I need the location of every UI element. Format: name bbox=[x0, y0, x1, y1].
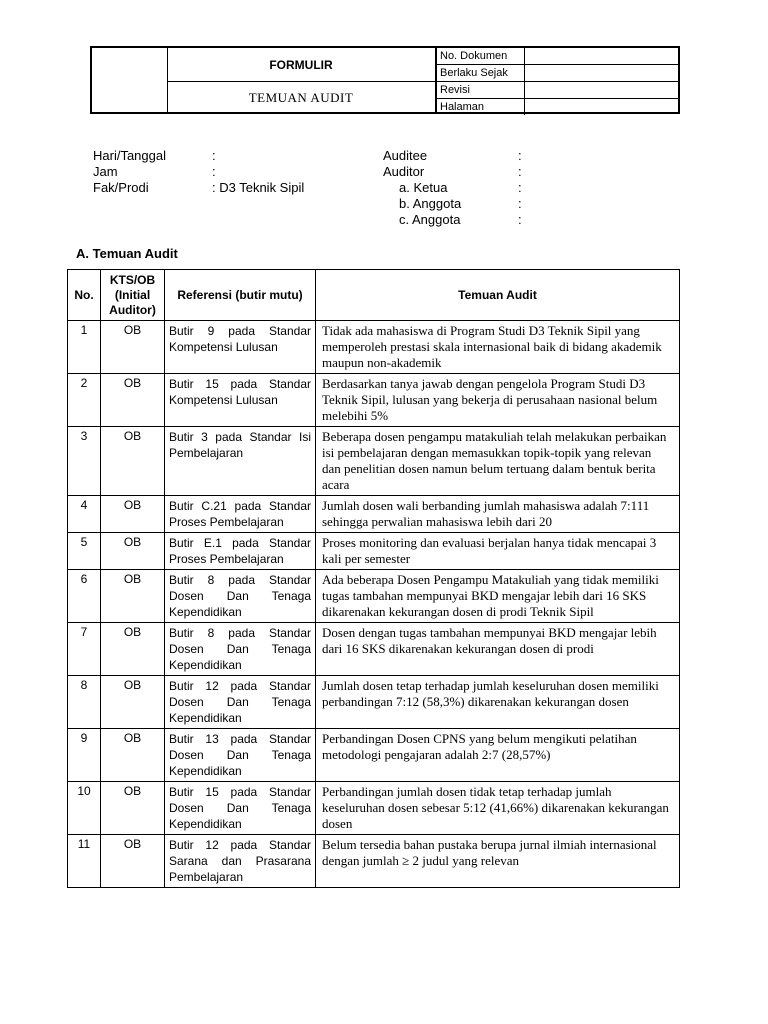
anggota-b-value: : bbox=[518, 196, 522, 211]
ketua-value: : bbox=[518, 180, 522, 195]
header-no: No. bbox=[68, 270, 101, 321]
logo-cell bbox=[92, 48, 168, 112]
auditee-label: Auditee bbox=[383, 148, 428, 163]
field-row bbox=[437, 48, 678, 65]
row-kts: OB bbox=[101, 570, 165, 623]
row-kts: OB bbox=[101, 623, 165, 676]
row-kts: OB bbox=[101, 676, 165, 729]
form-header bbox=[90, 46, 680, 114]
anggota-c-value: : bbox=[518, 212, 522, 227]
row-number: 3 bbox=[68, 427, 101, 496]
row-number: 4 bbox=[68, 496, 101, 533]
row-number: 5 bbox=[68, 533, 101, 570]
hari-label: Hari/Tanggal bbox=[93, 148, 166, 163]
ketua-label: a. Ketua bbox=[399, 180, 448, 195]
anggota-b-label: b. Anggota bbox=[399, 196, 462, 211]
table-row bbox=[68, 835, 680, 888]
row-number: 9 bbox=[68, 729, 101, 782]
row-number: 1 bbox=[68, 321, 101, 374]
table-row bbox=[68, 623, 680, 676]
table-row bbox=[68, 570, 680, 623]
table-row bbox=[68, 374, 680, 427]
field-value bbox=[525, 48, 678, 64]
header-referensi: Referensi (butir mutu) bbox=[165, 270, 316, 321]
form-title: TEMUAN AUDIT bbox=[248, 90, 354, 105]
auditor-value: : bbox=[518, 164, 522, 179]
table-row bbox=[68, 676, 680, 729]
row-referensi: Butir C.21 pada Standar Proses Pembelajaran bbox=[165, 496, 316, 533]
row-referensi: Butir 9 pada Standar Kompetensi Lulusan bbox=[165, 321, 316, 374]
auditor-label: Auditor bbox=[383, 164, 425, 179]
row-temuan: Tidak ada mahasiswa di Program Studi D3 Teknik Sipil yang memperoleh prestasi skala internasional baik di bidang akademik maupun non-akademik bbox=[316, 321, 680, 374]
auditee-value: : bbox=[518, 148, 522, 163]
header-kts: KTS/OB (Initial Auditor) bbox=[101, 270, 165, 321]
field-label: Berlaku Sejak bbox=[437, 65, 525, 81]
row-temuan: Perbandingan jumlah dosen tidak tetap terhadap jumlah keseluruhan dosen sebesar 5:12 (41,66%) dikarenakan kekurangan dosen bbox=[316, 782, 680, 835]
row-kts: OB bbox=[101, 729, 165, 782]
row-temuan: Beberapa dosen pengampu matakuliah telah melakukan perbaikan isi pembelajaran dengan memasukkan topik-topik yang relevan dan penelitian dosen namun belum tertuang dalam bentuk berita acara bbox=[316, 427, 680, 496]
row-referensi: Butir 8 pada Standar Dosen Dan Tenaga Kependidikan bbox=[165, 570, 316, 623]
jam-label: Jam bbox=[93, 164, 118, 179]
field-value bbox=[525, 99, 678, 115]
field-row bbox=[437, 99, 678, 115]
field-row bbox=[437, 82, 678, 99]
row-referensi: Butir E.1 pada Standar Proses Pembelajaran bbox=[165, 533, 316, 570]
row-temuan: Jumlah dosen tetap terhadap jumlah keseluruhan dosen memiliki perbandingan 7:12 (58,3%) dikarenakan kekurangan dosen bbox=[316, 676, 680, 729]
row-kts: OB bbox=[101, 533, 165, 570]
row-kts: OB bbox=[101, 782, 165, 835]
row-temuan: Dosen dengan tugas tambahan mempunyai BKD mengajar lebih dari 16 SKS dikarenakan kekurangan dosen di prodi bbox=[316, 623, 680, 676]
section-title: A. Temuan Audit bbox=[76, 246, 178, 261]
anggota-c-label: c. Anggota bbox=[399, 212, 461, 227]
fak-value: : D3 Teknik Sipil bbox=[212, 180, 305, 195]
row-temuan: Berdasarkan tanya jawab dengan pengelola Program Studi D3 Teknik Sipil, lulusan yang bekerja di perusahaan nasional belum melebihi 5% bbox=[316, 374, 680, 427]
table-body bbox=[68, 321, 680, 888]
row-referensi: Butir 15 pada Standar Kompetensi Lulusan bbox=[165, 374, 316, 427]
jam-value: : bbox=[212, 164, 216, 179]
form-title-cell bbox=[167, 48, 437, 112]
row-temuan: Jumlah dosen wali berbanding jumlah mahasiswa adalah 7:111 sehingga perwalian mahasiswa lebih dari 20 bbox=[316, 496, 680, 533]
row-temuan: Belum tersedia bahan pustaka berupa jurnal ilmiah internasional dengan jumlah ≥ 2 judul yang relevan bbox=[316, 835, 680, 888]
row-referensi: Butir 8 pada Standar Dosen Dan Tenaga Kependidikan bbox=[165, 623, 316, 676]
table-header-row bbox=[68, 270, 680, 321]
field-label: No. Dokumen bbox=[437, 48, 525, 64]
row-referensi: Butir 12 pada Standar Sarana dan Prasarana Pembelajaran bbox=[165, 835, 316, 888]
row-number: 6 bbox=[68, 570, 101, 623]
field-value bbox=[525, 65, 678, 81]
header-temuan: Temuan Audit bbox=[316, 270, 680, 321]
row-number: 7 bbox=[68, 623, 101, 676]
row-kts: OB bbox=[101, 496, 165, 533]
row-number: 11 bbox=[68, 835, 101, 888]
field-label: Halaman bbox=[437, 99, 525, 115]
field-label: Revisi bbox=[437, 82, 525, 98]
row-referensi: Butir 12 pada Standar Dosen Dan Tenaga Kependidikan bbox=[165, 676, 316, 729]
row-temuan: Perbandingan Dosen CPNS yang belum mengikuti pelatihan metodologi pengajaran adalah 2:7 (28,57%) bbox=[316, 729, 680, 782]
audit-findings-table bbox=[67, 269, 680, 888]
row-kts: OB bbox=[101, 427, 165, 496]
table-row bbox=[68, 533, 680, 570]
row-temuan: Proses monitoring dan evaluasi berjalan hanya tidak mencapai 3 kali per semester bbox=[316, 533, 680, 570]
row-kts: OB bbox=[101, 321, 165, 374]
row-referensi: Butir 13 pada Standar Dosen Dan Tenaga Kependidikan bbox=[165, 729, 316, 782]
document-fields bbox=[437, 48, 678, 112]
table-row bbox=[68, 782, 680, 835]
row-referensi: Butir 3 pada Standar Isi Pembelajaran bbox=[165, 427, 316, 496]
row-number: 10 bbox=[68, 782, 101, 835]
field-row bbox=[437, 65, 678, 82]
fak-label: Fak/Prodi bbox=[93, 180, 149, 195]
table-row bbox=[68, 496, 680, 533]
row-temuan: Ada beberapa Dosen Pengampu Matakuliah yang tidak memiliki tugas tambahan mempunyai BKD mengajar lebih dari 16 SKS dikarenakan kekurangan dosen di prodi Teknik Sipil bbox=[316, 570, 680, 623]
table-row bbox=[68, 321, 680, 374]
row-number: 2 bbox=[68, 374, 101, 427]
row-referensi: Butir 15 pada Standar Dosen Dan Tenaga Kependidikan bbox=[165, 782, 316, 835]
table-row bbox=[68, 427, 680, 496]
formulir-label: FORMULIR bbox=[167, 48, 435, 82]
row-kts: OB bbox=[101, 374, 165, 427]
row-number: 8 bbox=[68, 676, 101, 729]
table-row bbox=[68, 729, 680, 782]
field-value bbox=[525, 82, 678, 98]
hari-value: : bbox=[212, 148, 216, 163]
row-kts: OB bbox=[101, 835, 165, 888]
